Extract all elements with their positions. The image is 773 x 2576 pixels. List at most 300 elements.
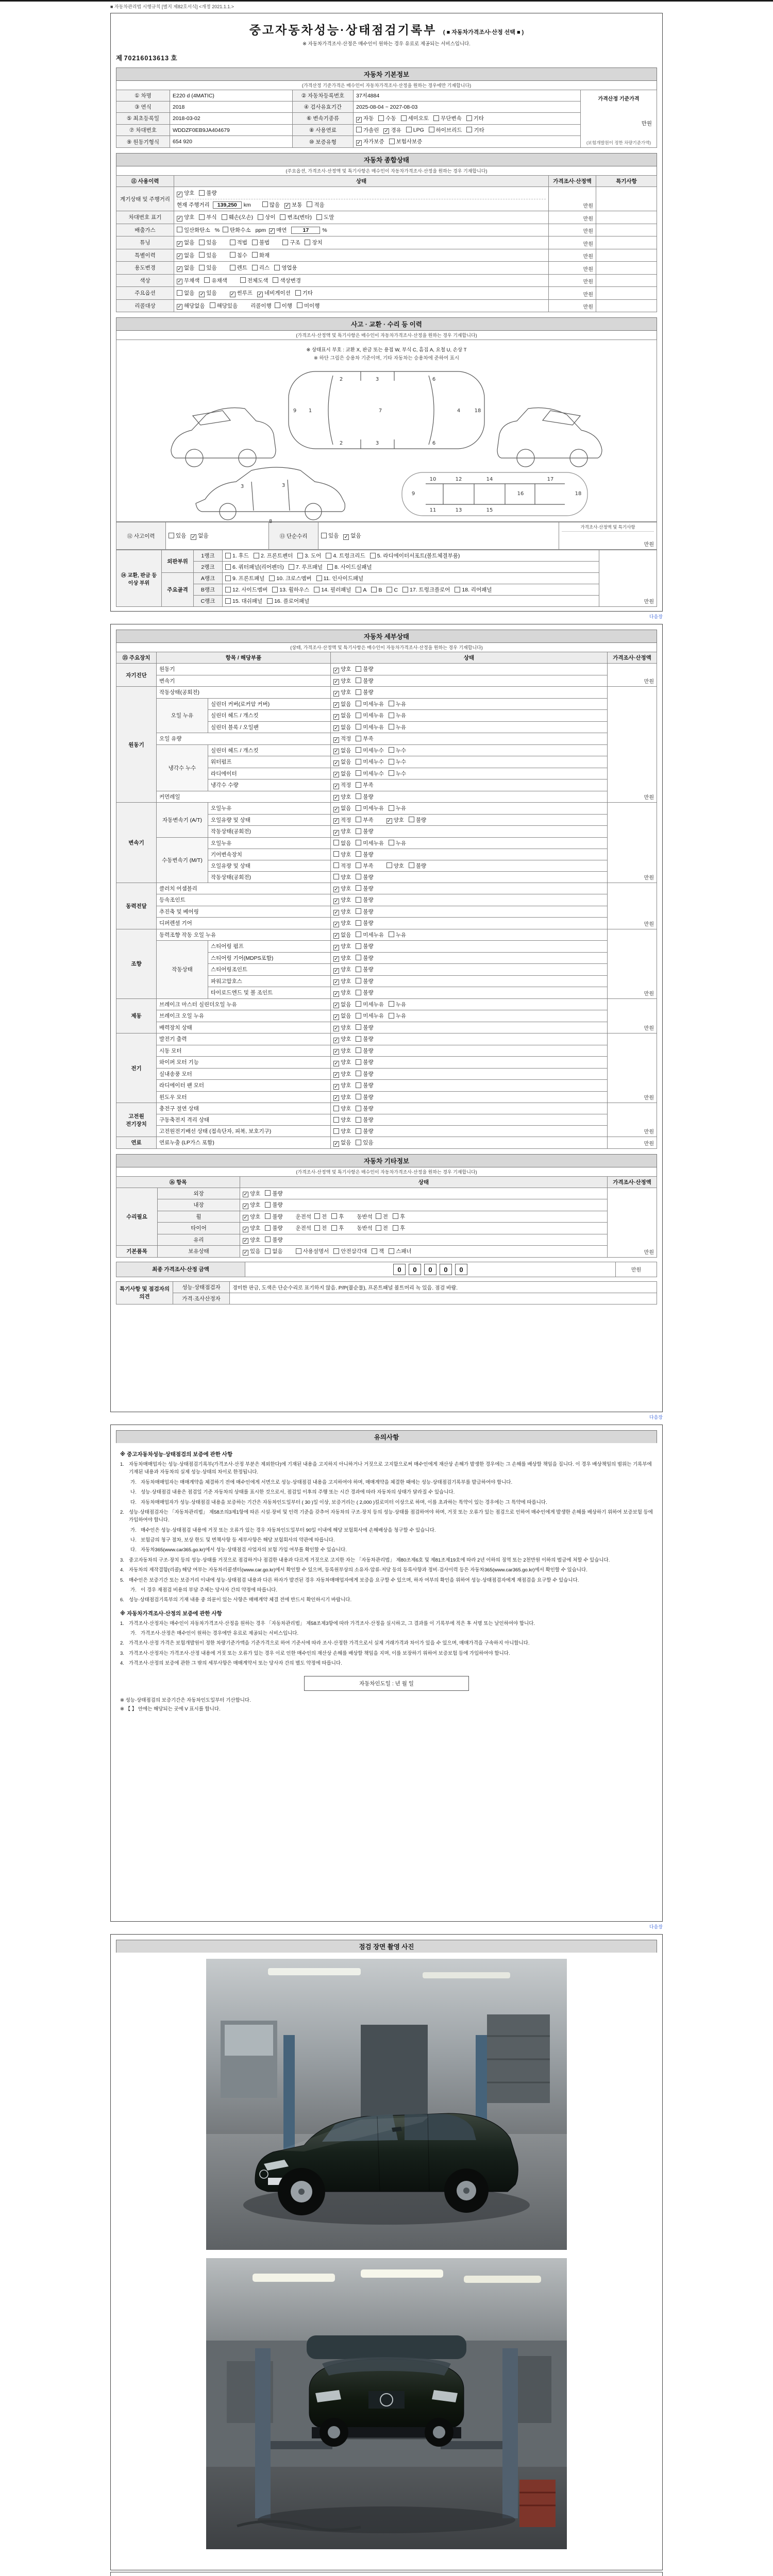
checkbox[interactable] bbox=[265, 1225, 271, 1231]
checkbox[interactable] bbox=[297, 553, 303, 558]
checkbox-option[interactable] bbox=[333, 1105, 351, 1112]
checkbox-option[interactable] bbox=[386, 862, 404, 870]
checkbox[interactable] bbox=[356, 851, 361, 857]
checkbox[interactable] bbox=[333, 840, 339, 845]
checkbox[interactable] bbox=[331, 1225, 337, 1231]
checkbox[interactable] bbox=[267, 598, 273, 604]
checkbox-option[interactable] bbox=[343, 532, 361, 540]
checkbox[interactable] bbox=[356, 127, 362, 132]
checkbox-option[interactable] bbox=[389, 1247, 411, 1255]
checkbox-option[interactable] bbox=[305, 239, 322, 246]
checkbox-option[interactable] bbox=[230, 289, 253, 297]
checkbox-option[interactable] bbox=[269, 574, 311, 582]
checkbox-option[interactable] bbox=[372, 1247, 384, 1255]
checkbox[interactable] bbox=[356, 817, 361, 822]
checkbox[interactable] bbox=[356, 1082, 361, 1088]
checkbox-option[interactable] bbox=[204, 277, 227, 284]
checkbox-option[interactable] bbox=[265, 1213, 282, 1221]
checkbox[interactable] bbox=[466, 127, 472, 132]
checkbox-option[interactable] bbox=[409, 816, 426, 824]
checkbox-option[interactable] bbox=[393, 1224, 405, 1232]
checkbox-option[interactable] bbox=[289, 563, 323, 571]
checkbox-option[interactable] bbox=[331, 1224, 344, 1232]
checkbox-option[interactable] bbox=[356, 665, 373, 673]
checkbox[interactable] bbox=[225, 598, 231, 604]
checkbox[interactable] bbox=[356, 689, 361, 695]
checkbox[interactable] bbox=[326, 553, 331, 558]
checkbox[interactable]: ✓ bbox=[334, 1026, 339, 1031]
checkbox[interactable] bbox=[356, 1047, 361, 1053]
checkbox[interactable] bbox=[401, 115, 407, 121]
checkbox-option[interactable] bbox=[333, 839, 351, 847]
checkbox[interactable] bbox=[314, 1225, 320, 1231]
checkbox-option[interactable] bbox=[316, 213, 334, 221]
checkbox-option[interactable] bbox=[376, 1213, 388, 1221]
checkbox[interactable]: ✓ bbox=[334, 1141, 339, 1147]
checkbox-option[interactable] bbox=[333, 931, 351, 939]
checkbox-option[interactable] bbox=[296, 1247, 329, 1255]
checkbox-option[interactable] bbox=[356, 896, 373, 904]
checkbox[interactable]: ✓ bbox=[334, 749, 339, 754]
checkbox[interactable]: ✓ bbox=[334, 725, 339, 731]
checkbox-option[interactable] bbox=[356, 1024, 373, 1031]
checkbox-option[interactable] bbox=[243, 1247, 260, 1256]
checkbox-option[interactable] bbox=[331, 1213, 344, 1221]
checkbox-option[interactable] bbox=[280, 213, 312, 221]
checkbox-option[interactable] bbox=[356, 804, 384, 812]
checkbox-option[interactable] bbox=[356, 735, 373, 742]
checkbox-option[interactable] bbox=[333, 1024, 351, 1032]
checkbox[interactable]: ✓ bbox=[334, 772, 339, 777]
checkbox[interactable] bbox=[258, 214, 263, 220]
checkbox-option[interactable] bbox=[356, 700, 384, 708]
checkbox-option[interactable] bbox=[333, 862, 351, 870]
checkbox[interactable]: ✓ bbox=[334, 944, 339, 951]
checkbox[interactable]: ✓ bbox=[334, 956, 339, 962]
checkbox[interactable]: ✓ bbox=[357, 140, 361, 146]
checkbox-option[interactable] bbox=[356, 677, 373, 685]
checkbox[interactable] bbox=[466, 115, 472, 121]
checkbox-option[interactable] bbox=[169, 532, 186, 539]
checkbox[interactable]: ✓ bbox=[334, 714, 339, 720]
checkbox-option[interactable] bbox=[333, 851, 351, 858]
checkbox[interactable] bbox=[169, 533, 174, 538]
checkbox-option[interactable] bbox=[314, 586, 351, 594]
checkbox[interactable] bbox=[333, 1248, 339, 1254]
checkbox-option[interactable] bbox=[333, 700, 351, 708]
checkbox[interactable]: ✓ bbox=[334, 1049, 339, 1055]
checkbox[interactable] bbox=[225, 553, 231, 558]
checkbox-option[interactable] bbox=[333, 1139, 351, 1147]
checkbox[interactable] bbox=[289, 564, 294, 570]
checkbox[interactable]: ✓ bbox=[177, 279, 182, 284]
checkbox[interactable] bbox=[273, 277, 278, 283]
checkbox[interactable] bbox=[282, 240, 288, 245]
checkbox[interactable] bbox=[333, 1117, 339, 1123]
checkbox[interactable] bbox=[265, 1248, 271, 1254]
checkbox-option[interactable] bbox=[356, 989, 373, 996]
checkbox[interactable]: ✓ bbox=[334, 783, 339, 789]
checkbox[interactable] bbox=[356, 793, 361, 799]
checkbox[interactable]: ✓ bbox=[258, 291, 262, 297]
checkbox[interactable] bbox=[356, 978, 361, 984]
checkbox-option[interactable] bbox=[389, 804, 406, 812]
checkbox[interactable]: ✓ bbox=[334, 933, 339, 939]
checkbox-option[interactable] bbox=[356, 851, 373, 858]
checkbox[interactable] bbox=[389, 1001, 394, 1007]
checkbox-option[interactable] bbox=[252, 264, 270, 272]
checkbox-option[interactable] bbox=[252, 239, 270, 246]
checkbox-option[interactable] bbox=[177, 289, 194, 297]
checkbox-option[interactable] bbox=[333, 804, 351, 812]
checkbox-option[interactable] bbox=[356, 758, 384, 766]
checkbox-option[interactable] bbox=[177, 213, 194, 222]
checkbox[interactable] bbox=[321, 533, 327, 538]
checkbox-option[interactable] bbox=[177, 239, 194, 247]
checkbox[interactable] bbox=[393, 1225, 398, 1231]
checkbox-option[interactable] bbox=[356, 747, 384, 754]
checkbox-option[interactable] bbox=[316, 574, 364, 582]
checkbox-option[interactable] bbox=[455, 586, 492, 594]
checkbox-option[interactable] bbox=[333, 1070, 351, 1078]
checkbox-option[interactable] bbox=[356, 1001, 384, 1008]
checkbox[interactable]: ✓ bbox=[334, 702, 339, 708]
checkbox-option[interactable] bbox=[225, 552, 249, 560]
checkbox-option[interactable] bbox=[333, 908, 351, 916]
checkbox[interactable] bbox=[356, 943, 361, 949]
checkbox-option[interactable] bbox=[389, 700, 406, 708]
checkbox[interactable]: ✓ bbox=[384, 128, 389, 134]
checkbox[interactable]: ✓ bbox=[334, 795, 339, 801]
pagination-link[interactable]: 다음장 bbox=[649, 1415, 663, 1420]
checkbox[interactable] bbox=[356, 931, 361, 937]
checkbox-option[interactable] bbox=[409, 862, 426, 870]
checkbox[interactable] bbox=[376, 1213, 381, 1219]
checkbox[interactable] bbox=[356, 990, 361, 995]
checkbox-option[interactable] bbox=[371, 587, 382, 594]
checkbox-option[interactable] bbox=[466, 114, 484, 122]
checkbox-option[interactable] bbox=[389, 711, 406, 719]
checkbox[interactable] bbox=[389, 759, 394, 765]
checkbox-option[interactable] bbox=[333, 1001, 351, 1009]
checkbox[interactable] bbox=[199, 252, 205, 258]
checkbox-option[interactable] bbox=[356, 827, 373, 835]
checkbox[interactable]: ✓ bbox=[334, 1003, 339, 1008]
checkbox-option[interactable] bbox=[356, 688, 373, 696]
checkbox[interactable] bbox=[429, 127, 434, 132]
checkbox[interactable] bbox=[370, 553, 376, 558]
checkbox[interactable] bbox=[230, 240, 236, 245]
checkbox[interactable] bbox=[389, 1248, 394, 1254]
checkbox[interactable] bbox=[389, 931, 394, 937]
checkbox-option[interactable] bbox=[356, 1116, 373, 1124]
checkbox-option[interactable] bbox=[333, 1012, 351, 1020]
checkbox[interactable]: ✓ bbox=[177, 253, 182, 259]
checkbox-option[interactable] bbox=[466, 126, 484, 134]
checkbox[interactable] bbox=[199, 190, 205, 196]
checkbox[interactable]: ✓ bbox=[334, 921, 339, 927]
checkbox[interactable] bbox=[389, 1013, 394, 1019]
checkbox-option[interactable] bbox=[265, 1247, 282, 1255]
checkbox[interactable] bbox=[356, 897, 361, 903]
checkbox[interactable]: ✓ bbox=[243, 1203, 248, 1209]
checkbox-option[interactable] bbox=[356, 1081, 373, 1089]
checkbox[interactable]: ✓ bbox=[334, 898, 339, 904]
checkbox[interactable]: ✓ bbox=[334, 910, 339, 916]
pagination-link[interactable]: 다음장 bbox=[649, 1924, 663, 1929]
checkbox[interactable] bbox=[333, 1128, 339, 1134]
checkbox-option[interactable] bbox=[272, 586, 309, 594]
checkbox-option[interactable] bbox=[273, 277, 301, 284]
checkbox[interactable]: ✓ bbox=[230, 291, 235, 297]
checkbox[interactable] bbox=[389, 770, 394, 776]
checkbox[interactable] bbox=[433, 115, 439, 121]
checkbox-option[interactable] bbox=[258, 213, 275, 221]
checkbox[interactable] bbox=[199, 240, 205, 245]
checkbox[interactable] bbox=[409, 817, 414, 822]
checkbox-option[interactable] bbox=[333, 885, 351, 893]
checkbox-option[interactable] bbox=[177, 189, 194, 197]
checkbox[interactable] bbox=[269, 575, 275, 581]
checkbox[interactable] bbox=[316, 214, 322, 220]
checkbox[interactable] bbox=[356, 862, 361, 868]
checkbox[interactable]: ✓ bbox=[199, 291, 204, 297]
checkbox[interactable] bbox=[240, 277, 246, 283]
checkbox[interactable]: ✓ bbox=[334, 991, 339, 997]
checkbox[interactable] bbox=[252, 240, 258, 245]
checkbox[interactable] bbox=[356, 967, 361, 972]
checkbox[interactable]: ✓ bbox=[177, 215, 182, 222]
checkbox[interactable] bbox=[356, 1036, 361, 1042]
checkbox[interactable] bbox=[389, 139, 395, 144]
checkbox-option[interactable] bbox=[333, 781, 351, 789]
checkbox-option[interactable] bbox=[389, 770, 406, 777]
checkbox-option[interactable] bbox=[326, 552, 365, 560]
checkbox[interactable] bbox=[356, 874, 361, 879]
checkbox[interactable] bbox=[372, 1248, 377, 1254]
checkbox-option[interactable] bbox=[356, 908, 373, 916]
checkbox[interactable] bbox=[356, 1117, 361, 1123]
checkbox[interactable] bbox=[177, 290, 182, 296]
checkbox-option[interactable] bbox=[333, 793, 351, 801]
checkbox-option[interactable] bbox=[321, 532, 339, 539]
checkbox-option[interactable] bbox=[401, 114, 429, 122]
checkbox[interactable] bbox=[356, 1106, 361, 1111]
checkbox-option[interactable] bbox=[356, 977, 373, 985]
checkbox[interactable] bbox=[275, 302, 280, 308]
checkbox[interactable] bbox=[204, 277, 210, 283]
checkbox-option[interactable] bbox=[333, 735, 351, 743]
checkbox-option[interactable] bbox=[295, 289, 313, 297]
checkbox[interactable] bbox=[265, 1190, 271, 1196]
checkbox[interactable] bbox=[265, 1202, 271, 1208]
checkbox-option[interactable] bbox=[356, 873, 373, 881]
checkbox-option[interactable] bbox=[389, 723, 406, 731]
checkbox[interactable] bbox=[389, 747, 394, 753]
checkbox-option[interactable] bbox=[356, 587, 366, 594]
checkbox-option[interactable] bbox=[356, 114, 374, 123]
checkbox-option[interactable] bbox=[333, 1081, 351, 1090]
checkbox-option[interactable] bbox=[243, 1236, 260, 1244]
checkbox-option[interactable] bbox=[333, 827, 351, 836]
checkbox[interactable] bbox=[389, 805, 394, 811]
checkbox-option[interactable] bbox=[177, 226, 210, 234]
checkbox[interactable] bbox=[356, 1001, 361, 1007]
checkbox[interactable]: ✓ bbox=[344, 534, 348, 540]
checkbox[interactable] bbox=[333, 862, 339, 868]
checkbox-option[interactable] bbox=[356, 1035, 373, 1043]
checkbox-option[interactable] bbox=[389, 1012, 406, 1020]
checkbox-option[interactable] bbox=[230, 251, 247, 259]
checkbox[interactable]: ✓ bbox=[177, 266, 182, 272]
checkbox[interactable] bbox=[274, 265, 280, 270]
checkbox[interactable] bbox=[305, 240, 310, 245]
checkbox-option[interactable] bbox=[356, 942, 373, 950]
checkbox-option[interactable] bbox=[333, 816, 351, 824]
checkbox-option[interactable] bbox=[177, 264, 194, 272]
checkbox[interactable] bbox=[393, 1213, 398, 1219]
checkbox-option[interactable] bbox=[225, 586, 267, 594]
checkbox[interactable] bbox=[230, 252, 236, 258]
checkbox[interactable]: ✓ bbox=[243, 1249, 248, 1256]
checkbox[interactable] bbox=[402, 587, 408, 592]
checkbox[interactable] bbox=[356, 677, 361, 683]
checkbox[interactable] bbox=[272, 587, 278, 592]
checkbox[interactable] bbox=[210, 302, 215, 308]
checkbox[interactable] bbox=[307, 201, 312, 207]
checkbox[interactable] bbox=[356, 840, 361, 845]
checkbox-option[interactable] bbox=[376, 1224, 388, 1232]
checkbox[interactable] bbox=[316, 575, 322, 581]
checkbox[interactable]: ✓ bbox=[334, 1014, 339, 1020]
checkbox-option[interactable] bbox=[333, 747, 351, 755]
checkbox-option[interactable] bbox=[386, 587, 398, 594]
checkbox-option[interactable] bbox=[222, 213, 254, 221]
checkbox[interactable]: ✓ bbox=[334, 887, 339, 892]
pagination-link[interactable]: 다음장 bbox=[649, 614, 663, 619]
checkbox[interactable] bbox=[356, 1071, 361, 1076]
checkbox[interactable] bbox=[356, 920, 361, 926]
checkbox-option[interactable] bbox=[191, 532, 208, 540]
checkbox-option[interactable] bbox=[282, 239, 300, 246]
checkbox[interactable] bbox=[356, 713, 361, 718]
checkbox[interactable]: ✓ bbox=[243, 1192, 248, 1197]
checkbox[interactable]: ✓ bbox=[243, 1238, 248, 1244]
checkbox[interactable]: ✓ bbox=[191, 534, 196, 540]
checkbox-option[interactable] bbox=[297, 302, 320, 310]
checkbox[interactable]: ✓ bbox=[177, 304, 182, 310]
checkbox[interactable] bbox=[356, 724, 361, 730]
checkbox[interactable]: ✓ bbox=[334, 667, 339, 673]
checkbox-option[interactable] bbox=[297, 552, 321, 560]
checkbox-option[interactable] bbox=[356, 965, 373, 973]
checkbox-option[interactable] bbox=[356, 723, 384, 731]
checkbox-option[interactable] bbox=[225, 597, 262, 605]
checkbox-option[interactable] bbox=[243, 1224, 260, 1232]
checkbox-option[interactable] bbox=[333, 1116, 351, 1124]
checkbox-option[interactable] bbox=[327, 563, 372, 571]
checkbox-option[interactable] bbox=[370, 552, 460, 560]
checkbox-option[interactable] bbox=[230, 239, 247, 246]
checkbox[interactable]: ✓ bbox=[334, 1037, 339, 1043]
checkbox[interactable] bbox=[376, 1225, 381, 1231]
checkbox[interactable] bbox=[356, 701, 361, 706]
checkbox-option[interactable] bbox=[265, 1224, 282, 1232]
checkbox[interactable] bbox=[356, 1094, 361, 1099]
checkbox-option[interactable] bbox=[356, 770, 384, 777]
checkbox-option[interactable] bbox=[240, 277, 268, 284]
checkbox[interactable] bbox=[254, 553, 259, 558]
checkbox[interactable]: ✓ bbox=[177, 191, 182, 197]
checkbox[interactable] bbox=[331, 1213, 337, 1219]
checkbox-option[interactable] bbox=[199, 289, 216, 297]
checkbox-option[interactable] bbox=[333, 977, 351, 986]
checkbox-option[interactable] bbox=[356, 839, 384, 847]
checkbox-option[interactable] bbox=[386, 816, 404, 824]
checkbox-option[interactable] bbox=[389, 758, 406, 766]
checkbox[interactable] bbox=[356, 908, 361, 914]
checkbox[interactable] bbox=[356, 587, 361, 592]
checkbox-option[interactable] bbox=[333, 665, 351, 673]
checkbox-option[interactable] bbox=[356, 1047, 373, 1055]
checkbox-option[interactable] bbox=[333, 919, 351, 927]
checkbox-option[interactable] bbox=[333, 770, 351, 778]
checkbox[interactable] bbox=[356, 736, 361, 741]
checkbox-option[interactable] bbox=[230, 264, 247, 272]
checkbox[interactable]: ✓ bbox=[334, 806, 339, 812]
checkbox[interactable] bbox=[356, 1128, 361, 1134]
checkbox-option[interactable] bbox=[333, 677, 351, 685]
checkbox[interactable]: ✓ bbox=[334, 1095, 339, 1101]
checkbox-option[interactable] bbox=[333, 758, 351, 766]
checkbox[interactable] bbox=[199, 214, 205, 220]
checkbox[interactable] bbox=[265, 1213, 271, 1219]
checkbox-option[interactable] bbox=[389, 931, 406, 939]
checkbox[interactable] bbox=[371, 587, 377, 592]
checkbox[interactable]: ✓ bbox=[386, 818, 392, 824]
checkbox[interactable] bbox=[356, 1059, 361, 1065]
checkbox[interactable]: ✓ bbox=[334, 829, 339, 836]
checkbox-option[interactable] bbox=[333, 711, 351, 720]
checkbox-option[interactable] bbox=[254, 552, 293, 560]
checkbox[interactable]: ✓ bbox=[334, 818, 339, 824]
checkbox-option[interactable] bbox=[333, 873, 351, 881]
checkbox[interactable]: ✓ bbox=[270, 228, 274, 234]
checkbox[interactable]: ✓ bbox=[334, 1083, 339, 1090]
checkbox[interactable]: ✓ bbox=[334, 690, 339, 697]
checkbox-option[interactable] bbox=[356, 1093, 373, 1101]
checkbox-option[interactable] bbox=[406, 127, 424, 133]
checkbox-option[interactable] bbox=[333, 1093, 351, 1101]
checkbox-option[interactable] bbox=[225, 574, 264, 582]
checkbox-option[interactable] bbox=[223, 226, 251, 234]
checkbox-option[interactable] bbox=[356, 919, 373, 927]
checkbox-option[interactable] bbox=[333, 723, 351, 732]
checkbox-option[interactable] bbox=[356, 1139, 373, 1146]
checkbox[interactable] bbox=[230, 265, 236, 270]
checkbox[interactable] bbox=[280, 214, 285, 220]
checkbox[interactable] bbox=[406, 127, 412, 132]
checkbox[interactable]: ✓ bbox=[334, 737, 339, 743]
checkbox[interactable] bbox=[327, 564, 333, 570]
checkbox[interactable] bbox=[386, 862, 392, 868]
checkbox-option[interactable] bbox=[402, 586, 450, 594]
checkbox-option[interactable] bbox=[333, 1127, 351, 1135]
checkbox[interactable] bbox=[295, 290, 301, 296]
checkbox[interactable] bbox=[225, 564, 231, 570]
checkbox-option[interactable] bbox=[389, 1001, 406, 1008]
checkbox-option[interactable] bbox=[333, 954, 351, 962]
